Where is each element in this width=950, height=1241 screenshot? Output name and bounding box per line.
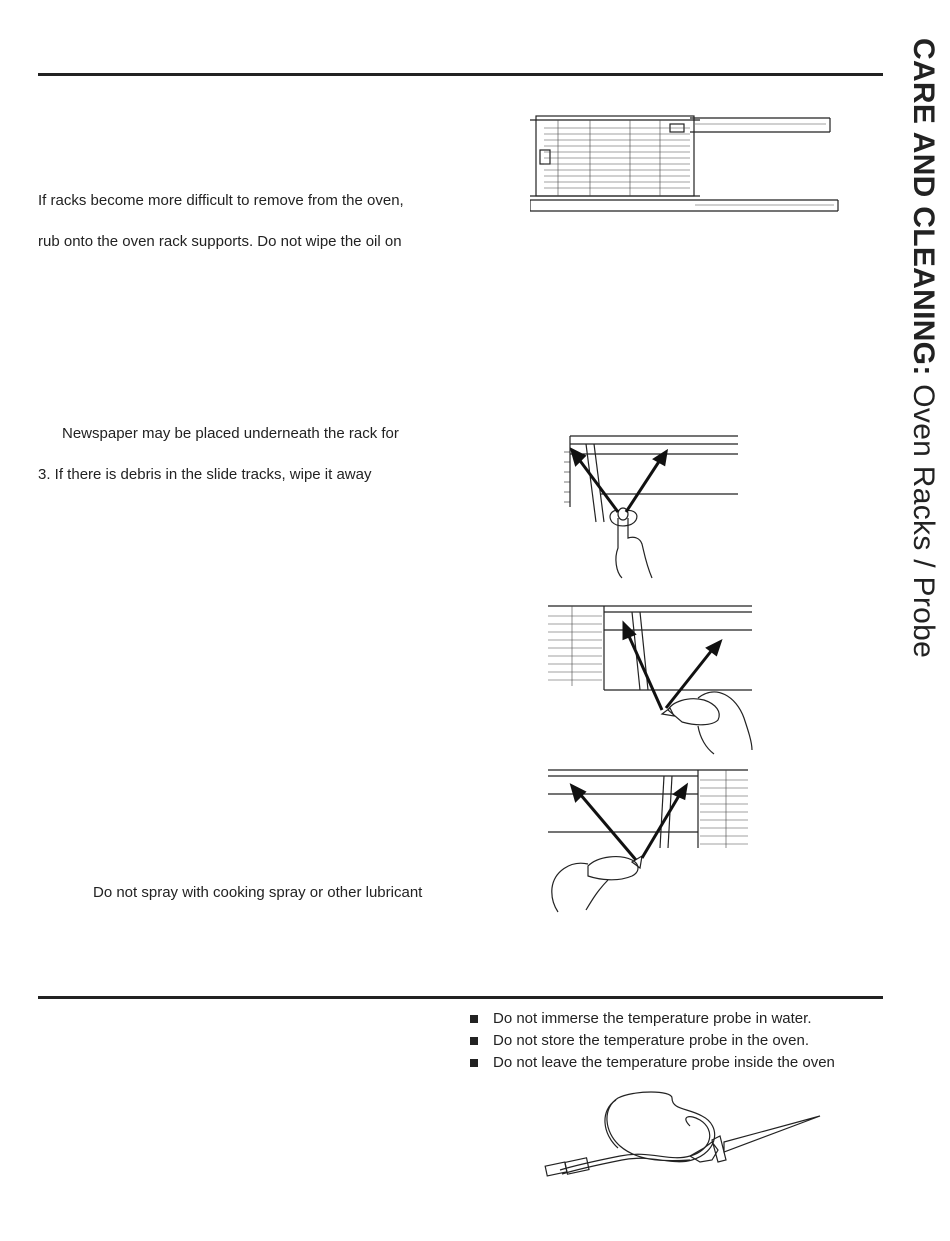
bullet-text: Do not immerse the temperature probe in water. — [493, 1010, 812, 1027]
oil-right-track-illustration — [548, 764, 753, 914]
temperature-probe-illustration — [540, 1090, 830, 1185]
bullet-text: Do not leave the temperature probe inside the oven — [493, 1054, 835, 1071]
probe-bullet-list — [470, 1008, 835, 1074]
oil-left-track-illustration — [548, 600, 753, 755]
oven-rack-illustration — [530, 110, 840, 218]
list-item — [470, 1030, 835, 1052]
newspaper-note: Newspaper may be placed underneath the rack for — [62, 425, 399, 442]
top-divider — [38, 73, 883, 76]
probe-section-divider — [38, 996, 883, 999]
bullet-square-icon — [470, 1037, 478, 1045]
sidebar-title-bold: CARE AND CLEANING: — [907, 38, 940, 376]
sidebar-title-light: Oven Racks / Probe — [907, 375, 940, 659]
racks-paragraph-line-1: If racks become more difficult to remove from the oven, — [38, 192, 404, 209]
list-item — [470, 1052, 835, 1074]
step-3-text: 3. If there is debris in the slide tracks, wipe it away — [38, 466, 372, 483]
racks-paragraph-line-2: rub onto the oven rack supports. Do not wipe the oil on — [38, 233, 402, 250]
spray-warning: Do not spray with cooking spray or other lubricant — [93, 884, 423, 901]
bullet-square-icon — [470, 1059, 478, 1067]
bullet-square-icon — [470, 1015, 478, 1023]
wipe-track-illustration — [560, 432, 745, 580]
list-item — [470, 1008, 835, 1030]
section-sidebar-title — [905, 38, 945, 728]
bullet-text: Do not store the temperature probe in the oven. — [493, 1032, 810, 1049]
